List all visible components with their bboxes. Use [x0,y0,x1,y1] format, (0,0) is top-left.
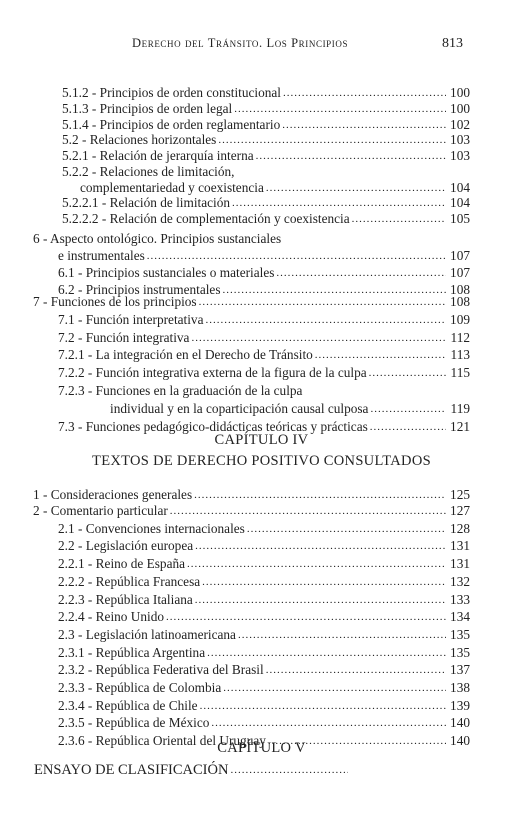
leader-dots [170,504,446,519]
toc-entry-page: 138 [450,680,470,695]
toc-entry-page: 140 [450,733,470,748]
toc-entry-text: complementariedad y coexistencia [80,180,264,195]
chapter-5-label: CAPÍTULO V [217,740,306,756]
toc-entry-page: 102 [450,117,470,132]
leader-dots [266,663,446,678]
leader-dots [191,331,446,346]
toc-entry-page: 134 [450,609,470,624]
leader-dots [230,763,348,778]
toc-entry-text: 2.3 - Legislación latinoamericana [58,627,236,642]
page-header [60,36,463,54]
toc-entry-page: 131 [450,538,470,553]
toc-entry [62,148,470,164]
toc-entry-text: 5.2.1 - Relación de jerarquía interna [62,148,254,163]
toc-entry-text: 2 - Comentario particular [33,503,168,518]
leader-dots [369,366,446,381]
toc-entry-page: 119 [450,401,470,416]
toc-entry-page: 127 [450,503,470,518]
toc-entry-text: individual y en la coparticipación causal culposa [110,401,369,416]
toc-entry [58,330,470,346]
toc-entry-text: 2.3.6 - República Oriental del Uruguay [58,733,266,748]
toc-entry-text: 5.2.2 - Relaciones de limitación, [62,164,235,179]
toc-entry-page: 109 [450,312,470,327]
toc-entry-text: 7.2.2 - Función integrativa externa de la figura de la culpa [58,365,367,380]
toc-entry [58,680,470,696]
leader-dots [195,539,446,554]
toc-entry-text: 2.2.2 - República Francesa [58,574,201,589]
toc-entry [58,347,470,363]
leader-dots [315,348,446,363]
toc-entry-text: 7.1 - Función interpretativa [58,312,204,327]
leader-dots [232,196,446,211]
toc-entry-page: 125 [450,487,470,502]
toc-entry-page: 139 [450,698,470,713]
chapter-5-title: ENSAYO DE CLASIFICACIÓN [34,762,229,778]
toc-entry [58,574,470,590]
toc-entry-page: 104 [450,195,470,210]
toc-entry [58,698,470,714]
chapter-4-label: CAPÍTULO IV [214,432,309,448]
toc-entry [58,538,470,554]
toc-entry [62,101,470,117]
leader-dots [370,402,446,417]
toc-entry-page: 115 [450,365,470,380]
toc-entry-text: 2.1 - Convenciones internacionales [58,521,245,536]
toc-entry [62,195,470,211]
toc-entry [58,715,470,731]
toc-entry [58,265,470,281]
toc-entry-page: 132 [450,574,470,589]
toc-entry-page: 131 [450,556,470,571]
leader-dots [200,699,446,714]
leader-dots [187,557,446,572]
toc-entry-text: 5.2 - Relaciones horizontales [62,132,217,147]
leader-dots [202,575,446,590]
toc-entry [33,487,470,503]
leader-dots [276,266,446,281]
toc-entry [58,592,470,608]
toc-entry-page: 137 [450,662,470,677]
toc-entry-text: 2.2.4 - Reino Unido [58,609,164,624]
leader-dots [283,86,446,101]
leader-dots [352,212,446,227]
toc-entry-text: 2.3.1 - República Argentina [58,645,206,660]
toc-entry [33,503,470,519]
leader-dots [282,118,446,133]
leader-dots [211,716,446,731]
toc-entry [58,556,470,572]
toc-entry-text: 5.2.2.1 - Relación de limitación [62,195,231,210]
leader-dots [166,610,446,625]
leader-dots [194,488,446,503]
toc-entry-text: 2.2.3 - República Italiana [58,592,193,607]
toc-entry [58,248,470,264]
toc-entry-page: 107 [450,248,470,263]
leader-dots [218,133,446,148]
toc-entry-text: 7 - Funciones de los principios [33,294,197,309]
toc-entry-page: 104 [450,180,470,195]
toc-entry-text: 1 - Consideraciones generales [33,487,193,502]
toc-entry-text: 2.2.1 - Reino de España [58,556,186,571]
toc-entry-page: 113 [450,347,470,362]
toc-entry-text: 2.3.3 - República de Colombia [58,680,222,695]
toc-entry-page: 105 [450,211,470,226]
leader-dots [238,628,446,643]
toc-entry [58,645,470,661]
toc-entry [33,294,470,310]
toc-entry [58,662,470,678]
leader-dots [207,646,446,661]
toc-entry [62,211,470,227]
page-number: 813 [442,36,463,51]
leader-dots [247,522,446,537]
toc-entry [58,627,470,643]
toc-entry-page: 121 [450,419,470,434]
toc-entry [58,609,470,625]
toc-entry-text: 2.3.4 - República de Chile [58,698,198,713]
toc-entry [62,117,470,133]
leader-dots [147,249,446,264]
running-title: Derecho del Tránsito. Los Principios [132,36,349,50]
chapter-4-title: TEXTOS DE DERECHO POSITIVO CONSULTADOS [92,453,431,469]
toc-entry-page: 100 [450,85,470,100]
toc-entry [58,365,470,381]
leader-dots [266,181,446,196]
toc-entry-page: 103 [450,132,470,147]
toc-entry-page: 108 [450,294,470,309]
toc-entry-text: 7.2.1 - La integración en el Derecho de Tránsito [58,347,313,362]
toc-entry-text: e instrumentales [58,248,145,263]
toc-entry-text: 5.1.4 - Principios de orden reglamentario [62,117,281,132]
toc-entry-page: 140 [450,715,470,730]
leader-dots [256,149,446,164]
toc-entry-page: 135 [450,627,470,642]
toc-entry-page: 128 [450,521,470,536]
toc-entry-text: 2.2 - Legislación europea [58,538,194,553]
leader-dots [195,593,446,608]
toc-entry-text: 5.1.3 - Principios de orden legal [62,101,233,116]
toc-entry [62,132,470,148]
leader-dots [223,681,446,696]
toc-entry-text: 7.3 - Funciones pedagógico-didácticas teóricas y prácticas [58,419,368,434]
toc-entry-page: 108 [450,282,470,297]
toc-entry [110,401,470,417]
toc-entry-text: 5.1.2 - Principios de orden constitucional [62,85,281,100]
toc-entry-page: 103 [450,148,470,163]
toc-entry-text: 6 - Aspecto ontológico. Principios sustanciales [33,231,282,246]
toc-entry-page: 135 [450,645,470,660]
toc-entry-page: 100 [450,101,470,116]
leader-dots [234,102,446,117]
toc-entry-page: 112 [450,330,470,345]
toc-entry-text: 2.3.2 - República Federativa del Brasil [58,662,264,677]
toc-entry-text: 5.2.2.2 - Relación de complementación y coexistencia [62,211,350,226]
toc-entry [58,312,470,328]
leader-dots [206,313,447,328]
toc-entry [80,180,470,196]
toc-entry-page: 133 [450,592,470,607]
toc-entry-text: 6.2 - Principios instrumentales [58,282,221,297]
toc-entry [62,85,470,101]
toc-entry-text: 2.3.5 - República de México [58,715,210,730]
toc-entry-page: 107 [450,265,470,280]
chapter-5-title-entry [34,762,350,778]
toc-entry [58,521,470,537]
toc-entry-text: 6.1 - Principios sustanciales o materiales [58,265,275,280]
toc-entry-text: 7.2 - Función integrativa [58,330,190,345]
leader-dots [199,295,446,310]
toc-entry-text: 7.2.3 - Funciones en la graduación de la culpa [58,383,303,398]
